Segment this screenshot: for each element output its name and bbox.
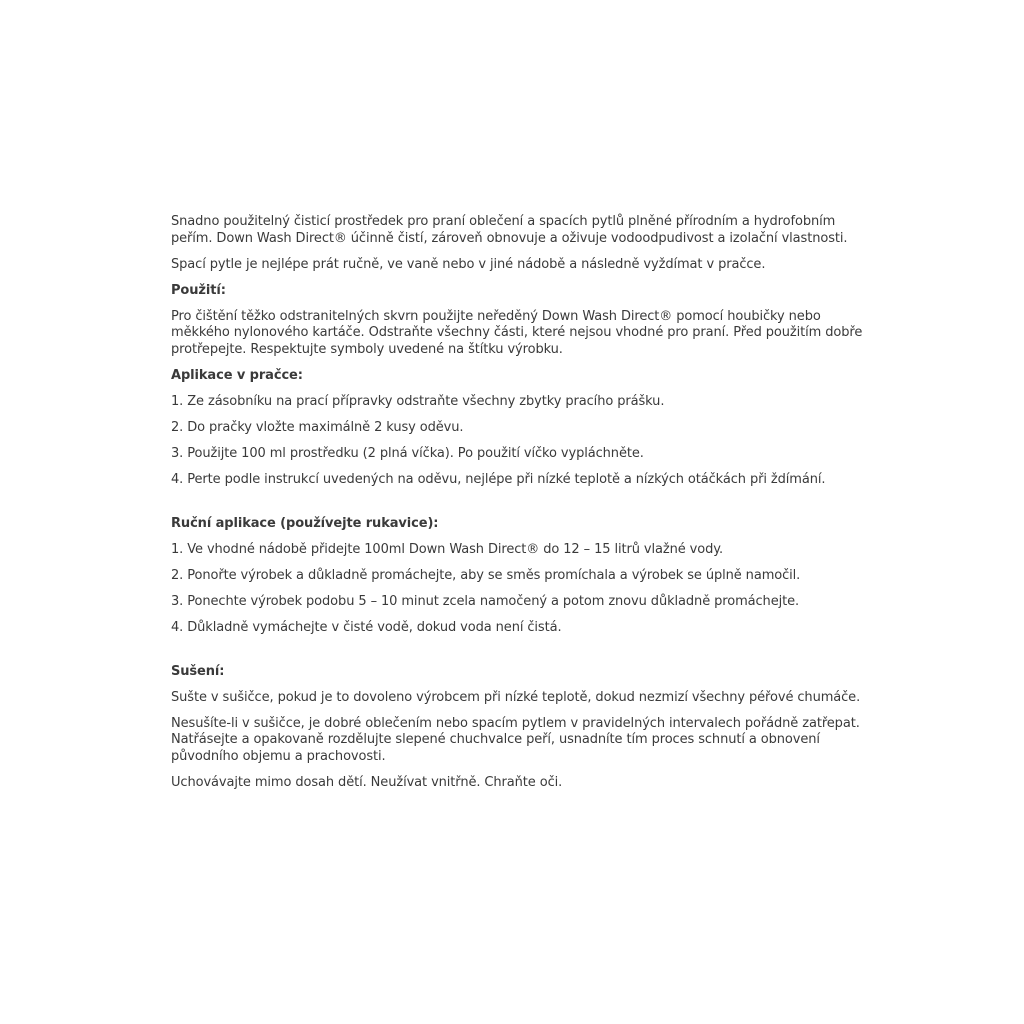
drying-paragraph-1: Sušte v sušičce, pokud je to dovoleno výrobcem při nízké teplotě, dokud nezmizí všechny péřové chumáče. bbox=[171, 689, 861, 705]
machine-step: 2. Do pračky vložte maximálně 2 kusy oděvu. bbox=[171, 419, 464, 435]
usage-paragraph bbox=[171, 309, 871, 359]
sleeping-bag-note-text: Spací pytle je nejlépe prát ručně, ve vaně nebo v jiné nádobě a následně vyždímat v pračce. bbox=[171, 256, 766, 272]
drying-paragraph-2 bbox=[171, 716, 871, 766]
drying-line-3: původního objemu a prachovosti. bbox=[171, 748, 386, 764]
manual-step: 2. Ponořte výrobek a důkladně promáchejte, aby se směs promíchala a výrobek se úplně namočil. bbox=[171, 567, 801, 583]
manual-step: 3. Ponechte výrobek podobu 5 – 10 minut zcela namočený a potom znovu důkladně promáchejte. bbox=[171, 593, 800, 609]
intro-paragraph bbox=[171, 214, 871, 247]
usage-heading: Použití: bbox=[171, 282, 226, 298]
intro-line-2: peřím. Down Wash Direct® účinně čistí, zároveň obnovuje a oživuje vodoodpudivost a izolační vlastnosti. bbox=[171, 230, 848, 246]
section-spacer bbox=[171, 498, 871, 516]
safety-warning: Uchovávajte mimo dosah dětí. Neužívat vnitřně. Chraňte oči. bbox=[171, 774, 563, 790]
usage-line-1: Pro čištění těžko odstranitelných skvrn použijte neředěný Down Wash Direct® pomocí houbičky nebo bbox=[171, 308, 821, 324]
drying-heading: Sušení: bbox=[171, 663, 225, 679]
usage-line-3: protřepejte. Respektujte symboly uvedené na štítku výrobku. bbox=[171, 341, 563, 357]
usage-line-2: měkkého nylonového kartáče. Odstraňte všechny části, které nejsou vhodné pro praní. Před použitím dobře bbox=[171, 325, 863, 340]
machine-step: 4. Perte podle instrukcí uvedených na oděvu, nejlépe při nízké teplotě a nízkých otáčkách při ždímání. bbox=[171, 471, 826, 487]
drying-line-2: Natřásejte a opakovaně rozdělujte slepené chuchvalce peří, usnadníte tím proces schnutí a obnovení bbox=[171, 732, 820, 747]
machine-heading: Aplikace v pračce: bbox=[171, 367, 303, 383]
drying-line-1: Nesušíte-li v sušičce, je dobré oblečením nebo spacím pytlem v pravidelných intervalech pořádně zatřepat. bbox=[171, 715, 860, 731]
manual-heading: Ruční aplikace (používejte rukavice): bbox=[171, 515, 439, 531]
machine-step: 3. Použijte 100 ml prostředku (2 plná víčka). Po použití víčko vypláchněte. bbox=[171, 445, 644, 461]
machine-step: 1. Ze zásobníku na prací přípravky odstraňte všechny zbytky pracího prášku. bbox=[171, 393, 665, 409]
product-description bbox=[171, 214, 871, 801]
manual-step: 4. Důkladně vymáchejte v čisté vodě, dokud voda není čistá. bbox=[171, 619, 562, 635]
intro-line-1: Snadno použitelný čisticí prostředek pro praní oblečení a spacích pytlů plněné přírodním a hydrofobním bbox=[171, 214, 836, 229]
manual-step: 1. Ve vhodné nádobě přidejte 100ml Down Wash Direct® do 12 – 15 litrů vlažné vody. bbox=[171, 541, 724, 557]
sleeping-bag-note bbox=[171, 257, 871, 274]
section-spacer bbox=[171, 646, 871, 664]
